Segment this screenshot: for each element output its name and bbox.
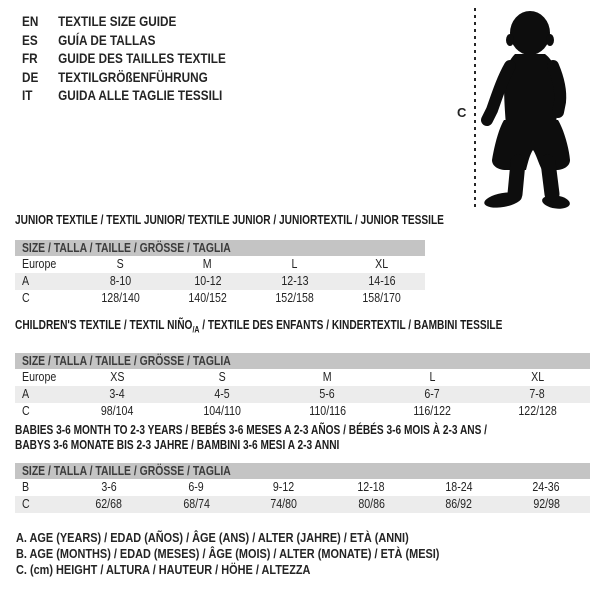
- language-title: GUIDA ALLE TAGLIE TESSILI: [58, 87, 223, 104]
- size-cell-text: L: [429, 369, 436, 384]
- section-title: [15, 422, 487, 452]
- language-title: GUIDE DES TAILLES TEXTILE: [58, 50, 226, 67]
- section-title-line: [15, 212, 444, 227]
- language-code: ES: [22, 31, 38, 48]
- language-list: [22, 12, 265, 105]
- row-label: [15, 496, 65, 513]
- height-marker-label: C: [457, 105, 467, 120]
- size-cell-text: 4-5: [214, 386, 231, 401]
- baby-silhouette-icon: [480, 4, 600, 214]
- size-cell: [485, 386, 590, 403]
- size-cell: [380, 386, 485, 403]
- size-cell: [251, 273, 338, 290]
- table-row: [15, 386, 590, 403]
- size-cell-text: 6-9: [188, 480, 204, 494]
- footnotes: [16, 530, 520, 579]
- row-label-text: Europe: [22, 257, 57, 271]
- language-row: [22, 49, 226, 68]
- children-size-section: [15, 317, 590, 420]
- size-cell-text: 110/116: [309, 403, 346, 418]
- size-cell-text: 7-8: [529, 386, 546, 401]
- footnote-line: B. AGE (MONTHS) / EDAD (MESES) / ÂGE (MOIS) / ALTER (MONATE) / ETÀ (MESI): [16, 546, 440, 562]
- size-cell: [65, 369, 170, 386]
- language-title: GUÍA DE TALLAS: [58, 31, 156, 48]
- size-header-bar: SIZE / TALLA / TAILLE / GRÖSSE / TAGLIA: [15, 353, 590, 369]
- size-cell-text: 80/86: [357, 497, 385, 511]
- title-segment: / TEXTILE DES ENFANTS / KINDERTEXTIL / BAMBINI TESSILE: [199, 317, 503, 332]
- size-cell-text: 12-18: [357, 480, 385, 494]
- size-cell-text: 122/128: [518, 403, 557, 418]
- size-cell-text: 86/92: [445, 497, 473, 511]
- size-cell: [170, 403, 275, 420]
- size-cell: [328, 479, 416, 496]
- row-label-text: A: [22, 274, 30, 288]
- section-title-line: [15, 422, 487, 437]
- language-row: [22, 12, 226, 31]
- title-segment: BABYS 3-6 MONATE BIS 2-3 JAHRE / BAMBINI 3-6 MESI A 2-3 ANNI: [15, 437, 340, 452]
- size-cell: [251, 290, 338, 307]
- size-cell: [170, 369, 275, 386]
- size-cell-text: 74/80: [270, 497, 298, 511]
- table-row: [15, 479, 590, 496]
- size-cell-text: S: [218, 369, 227, 384]
- size-cell-text: 128/140: [101, 291, 140, 305]
- row-label: [15, 256, 77, 273]
- language-title: TEXTILGRÖßENFÜHRUNG: [58, 68, 208, 85]
- size-table: [15, 463, 590, 513]
- size-cell-text: 3-4: [109, 386, 126, 401]
- size-cell: [65, 496, 153, 513]
- section-title: [15, 317, 503, 338]
- table-row: [15, 273, 425, 290]
- row-label-text: A: [22, 386, 30, 401]
- row-label: [15, 369, 65, 386]
- section-title-line: [15, 437, 463, 452]
- size-cell: [65, 479, 153, 496]
- table-row: [15, 369, 590, 386]
- size-cell: [485, 369, 590, 386]
- footnote-line: C. (cm) HEIGHT / ALTURA / HAUTEUR / HÖHE / ALTEZZA: [16, 562, 311, 578]
- size-cell: [240, 479, 328, 496]
- size-cell-text: 9-12: [273, 480, 295, 494]
- size-cell: [153, 479, 241, 496]
- size-cell-text: 14-16: [367, 274, 396, 288]
- size-cell: [328, 496, 416, 513]
- language-row: [22, 31, 226, 50]
- size-cell: [485, 403, 590, 420]
- size-cell-text: 140/152: [188, 291, 227, 305]
- height-dashed-line: [474, 8, 476, 210]
- language-code: IT: [22, 87, 33, 104]
- size-header-bar: SIZE / TALLA / TAILLE / GRÖSSE / TAGLIA: [15, 463, 590, 479]
- size-cell: [153, 496, 241, 513]
- size-cell: [275, 403, 380, 420]
- size-cell-text: L: [291, 257, 298, 271]
- size-cell-text: 24-36: [532, 480, 560, 494]
- size-cell-text: 62/68: [95, 497, 123, 511]
- size-table: [15, 353, 590, 420]
- row-label-text: B: [22, 480, 30, 494]
- size-cell: [415, 496, 503, 513]
- size-cell: [164, 256, 251, 273]
- size-cell: [164, 290, 251, 307]
- section-title-line: [15, 317, 503, 338]
- size-cell-text: 68/74: [182, 497, 210, 511]
- size-cell: [65, 403, 170, 420]
- size-cell-text: 3-6: [101, 480, 117, 494]
- size-cell-text: M: [323, 369, 332, 384]
- row-label-text: C: [22, 497, 30, 511]
- row-label: [15, 386, 65, 403]
- size-cell-text: XL: [530, 369, 544, 384]
- row-label-text: C: [22, 291, 30, 305]
- size-cell-text: 116/122: [413, 403, 452, 418]
- language-title: TEXTILE SIZE GUIDE: [58, 13, 177, 29]
- size-cell-text: M: [203, 257, 212, 271]
- table-row: [15, 496, 590, 513]
- title-segment: /A: [192, 324, 200, 335]
- language-code: EN: [22, 13, 39, 29]
- size-cell: [338, 256, 425, 273]
- size-table: [15, 240, 425, 307]
- size-cell-text: 158/170: [362, 291, 401, 305]
- size-cell: [275, 369, 380, 386]
- size-cell-text: 18-24: [445, 480, 473, 494]
- row-label-text: C: [22, 403, 30, 418]
- language-code: FR: [22, 50, 38, 67]
- size-cell-text: 8-10: [109, 274, 132, 288]
- size-cell-text: S: [116, 257, 125, 271]
- size-cell: [380, 403, 485, 420]
- size-cell-text: 12-13: [280, 274, 309, 288]
- size-cell: [503, 496, 591, 513]
- size-cell: [380, 369, 485, 386]
- size-cell: [338, 273, 425, 290]
- size-cell-text: XS: [110, 369, 125, 384]
- row-label: [15, 273, 77, 290]
- row-label-text: Europe: [22, 369, 57, 384]
- size-cell: [240, 496, 328, 513]
- size-cell: [251, 256, 338, 273]
- size-cell: [170, 386, 275, 403]
- size-cell-text: 152/158: [275, 291, 314, 305]
- section-title: [15, 212, 444, 227]
- size-cell: [77, 256, 164, 273]
- size-cell: [77, 290, 164, 307]
- size-cell-text: 6-7: [424, 386, 441, 401]
- table-row: [15, 403, 590, 420]
- row-label: [15, 290, 77, 307]
- size-header-bar: SIZE / TALLA / TAILLE / GRÖSSE / TAGLIA: [15, 240, 425, 256]
- size-cell: [338, 290, 425, 307]
- size-cell: [503, 479, 591, 496]
- size-cell-text: 92/98: [532, 497, 560, 511]
- size-cell-text: XL: [374, 257, 388, 271]
- footnote-line: A. AGE (YEARS) / EDAD (AÑOS) / ÂGE (ANS) / ALTER (JAHRE) / ETÀ (ANNI): [16, 530, 409, 545]
- size-cell-text: 98/104: [101, 403, 134, 418]
- junior-size-section: [15, 212, 444, 307]
- table-row: [15, 256, 425, 273]
- size-cell-text: 5-6: [319, 386, 336, 401]
- size-cell: [415, 479, 503, 496]
- babies-size-section: [15, 422, 590, 513]
- title-segment: JUNIOR TEXTILE / TEXTIL JUNIOR/ TEXTILE JUNIOR / JUNIORTEXTIL / JUNIOR TESSILE: [15, 212, 444, 227]
- language-row: [22, 68, 226, 87]
- size-cell: [275, 386, 380, 403]
- title-segment: BABIES 3-6 MONTH TO 2-3 YEARS / BEBÉS 3-6 MESES A 2-3 AÑOS / BÉBÉS 3-6 MOIS À 2-3 ANS /: [15, 422, 487, 437]
- row-label: [15, 479, 65, 496]
- size-cell: [164, 273, 251, 290]
- size-cell-text: 104/110: [203, 403, 242, 418]
- language-code: DE: [22, 68, 39, 85]
- row-label: [15, 403, 65, 420]
- size-cell: [65, 386, 170, 403]
- table-row: [15, 290, 425, 307]
- title-segment: CHILDREN'S TEXTILE / TEXTIL NIÑO: [15, 317, 193, 332]
- size-cell: [77, 273, 164, 290]
- size-cell-text: 10-12: [193, 274, 222, 288]
- language-row: [22, 86, 226, 105]
